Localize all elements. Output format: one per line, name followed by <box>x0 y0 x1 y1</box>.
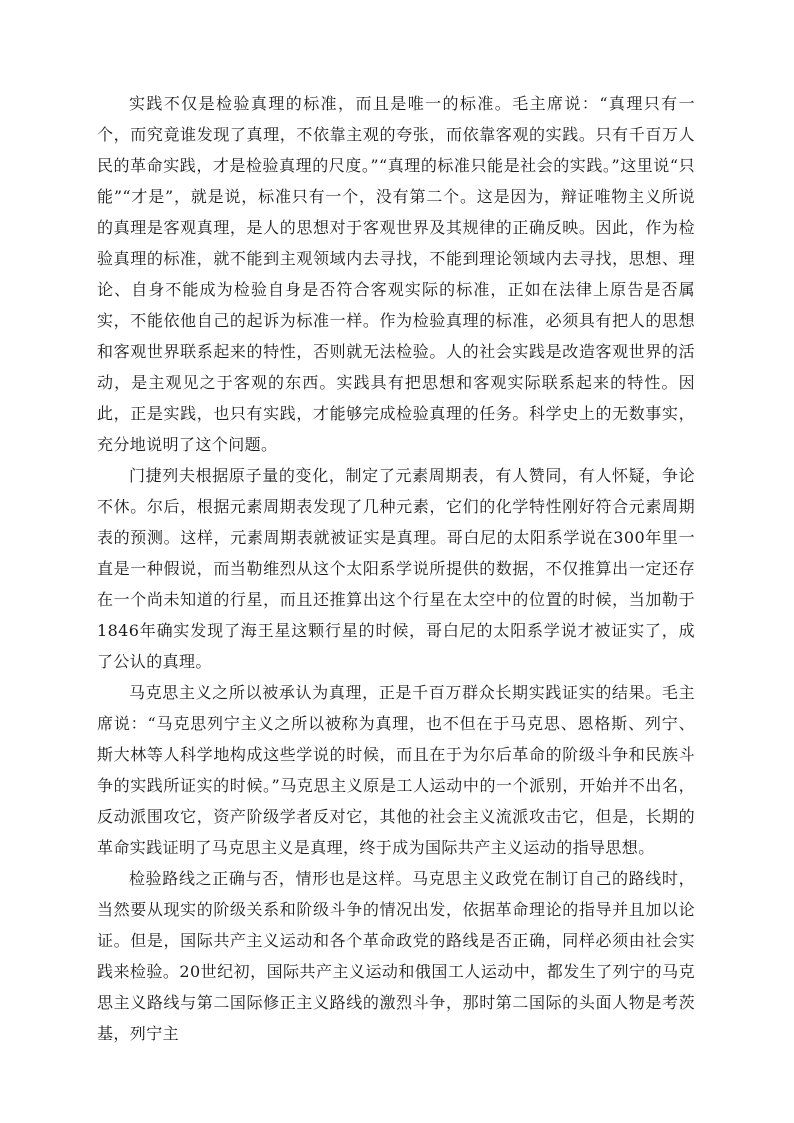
paragraph-periodic-table-example: 门捷列夫根据原子量的变化，制定了元素周期表，有人赞同，有人怀疑，争论不休。尔后，根据元素周期表发现了几种元素，它们的化学特性刚好符合元素周期表的预测。这样，元素周期表就被证实是真理。哥白尼的太阳系学说在300年里一直是一种假说，而当勒维烈从这个太阳系学说所提供的数据，不仅推算出一定还存在一个尚未知道的行星，而且还推算出这个行星在太空中的位置的时候，当加勒于1846年确实发现了海王星这颗行星的时候，哥白尼的太阳系学说才被证实了，成了公认的真理。 <box>97 466 695 671</box>
article-body <box>97 88 695 1049</box>
paragraph-marxism-verified: 马克思主义之所以被承认为真理，正是千百万群众长期实践证实的结果。毛主席说：“马克思列宁主义之所以被称为真理，也不但在于马克思、恩格斯、列宁、斯大林等人科学地构成这些学说的时候，而且在于为尔后革命的阶级斗争和民族斗争的实践所证实的时候。”马克思主义原是工人运动中的一个派别，开始并不出名，反动派围攻它，资产阶级学者反对它，其他的社会主义流派攻击它，但是，长期的革命实践证明了马克思主义是真理，终于成为国际共产主义运动的指导思想。 <box>97 683 695 857</box>
paragraph-practice-sole-standard: 实践不仅是检验真理的标准，而且是唯一的标准。毛主席说：“真理只有一个，而究竟谁发现了真理，不依靠主观的夸张，而依靠客观的实践。只有千百万人民的革命实践，才是检验真理的尺度。”“真理的标准只能是社会的实践。”这里说“只能”“才是”，就是说，标准只有一个，没有第二个。这是因为，辩证唯物主义所说的真理是客观真理，是人的思想对于客观世界及其规律的正确反映。因此，作为检验真理的标准，就不能到主观领域内去寻找，不能到理论领域内去寻找，思想、理论、自身不能成为检验自身是否符合客观实际的标准，正如在法律上原告是否属实，不能依他自己的起诉为标准一样。作为检验真理的标准，必须具有把人的思想和客观世界联系起来的特性，否则就无法检验。人的社会实践是改造客观世界的活动，是主观见之于客观的东西。实践具有把思想和客观实际联系起来的特性。因此，正是实践，也只有实践，才能够完成检验真理的任务。科学史上的无数事实，充分地说明了这个问题。 <box>97 94 695 454</box>
paragraph-verifying-lines: 检验路线之正确与否，情形也是这样。马克思主义政党在制订自己的路线时，当然要从现实的阶级关系和阶级斗争的情况出发，依据革命理论的指导并且加以论证。但是，国际共产主义运动和各个革命政党的路线是否正确，同样必须由社会实践来检验。20世纪初，国际共产主义运动和俄国工人运动中，都发生了列宁的马克思主义路线与第二国际修正主义路线的激烈斗争，那时第二国际的头面人物是考茨基，列宁主 <box>97 869 695 1043</box>
